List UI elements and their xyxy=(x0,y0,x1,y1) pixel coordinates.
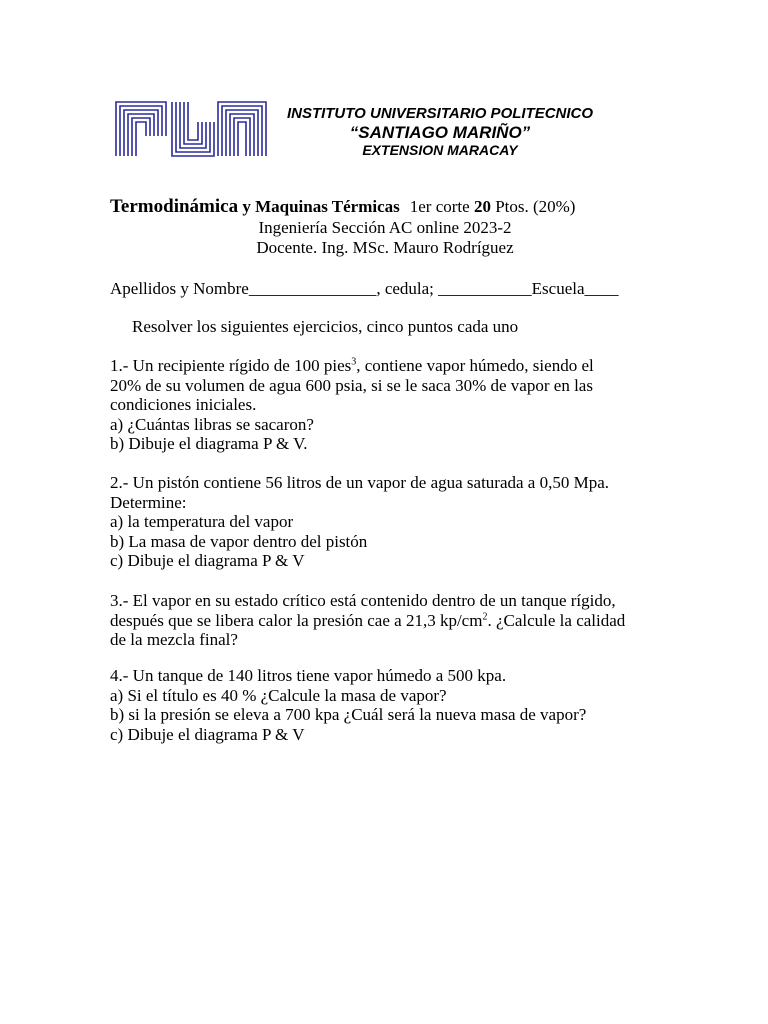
exercise-2-line1: 2.- Un pistón contiene 56 litros de un vapor de agua saturada a 0,50 Mpa. xyxy=(110,473,610,492)
institute-name-line2: “SANTIAGO MARIÑO” xyxy=(349,123,531,142)
course-title-main: Termodinámica xyxy=(110,196,239,217)
corte-pre: 1er corte xyxy=(409,197,474,216)
exercise-2-a: a) la temperatura del vapor xyxy=(110,512,294,532)
institute-logo xyxy=(114,100,268,158)
exercise-3-line1: 3.- El vapor en su estado crítico está contenido dentro de un tanque rígido, xyxy=(110,591,616,610)
instructions: Resolver los siguientes ejercicios, cinco puntos cada uno xyxy=(132,317,519,336)
exercise-1 xyxy=(110,356,670,454)
exercise-1-a: a) ¿Cuántas libras se sacaron? xyxy=(110,414,314,434)
exercise-4-c: c) Dibuje el diagrama P & V xyxy=(110,724,305,744)
exercise-4-b: b) si la presión se eleva a 700 kpa ¿Cuál será la nueva masa de vapor? xyxy=(110,705,587,725)
exercise-4 xyxy=(110,666,670,744)
exercise-3-line2: después que se libera calor la presión cae a 21,3 $kp/cm^2$. ¿Calcule la calidad xyxy=(110,610,626,630)
exercise-4-a: a) Si el título es 40 % ¿Calcule la masa de vapor? xyxy=(110,685,447,705)
section-line: Ingeniería Sección AC online 2023-2 xyxy=(258,218,512,237)
exercise-1-b: b) Dibuje el diagrama P & V. xyxy=(110,434,308,454)
exercise-2 xyxy=(110,473,670,571)
exercise-1-line1: 1.- Un recipiente rígido de 100 pies$^3$, contiene vapor húmedo, siendo el xyxy=(110,356,594,375)
exercise-4-line1: 4.- Un tanque de 140 litros tiene vapor húmedo a 500 kpa. xyxy=(110,666,507,685)
teacher-line: Docente. Ing. MSc. Mauro Rodríguez xyxy=(256,238,514,257)
corte-points: 20 xyxy=(473,197,491,216)
institute-extension: EXTENSION MARACAY xyxy=(362,142,518,158)
exercise-2-c: c) Dibuje el diagrama P & V xyxy=(110,551,305,571)
exercise-2-line2: Determine: xyxy=(110,492,187,512)
exercise-1-line3: condiciones iniciales. xyxy=(110,395,257,415)
course-title xyxy=(110,196,575,218)
exercise-3-line3: de la mezcla final? xyxy=(110,630,238,650)
exercise-1-line2: 20% de su volumen de agua 600 psia, si se le saca 30% de vapor en las xyxy=(110,375,593,395)
exercise-2-b: b) La masa de vapor dentro del pistón xyxy=(110,531,368,551)
course-title-sub: y Maquinas Térmicas xyxy=(238,197,400,216)
corte-post: Ptos. (20%) xyxy=(490,197,576,216)
student-info-line: Apellidos y Nombre_______________, cedula; ___________Escuela____ xyxy=(110,279,619,298)
institute-name-line1: INSTITUTO UNIVERSITARIO POLITECNICO xyxy=(286,105,594,122)
exercise-3 xyxy=(110,591,670,650)
